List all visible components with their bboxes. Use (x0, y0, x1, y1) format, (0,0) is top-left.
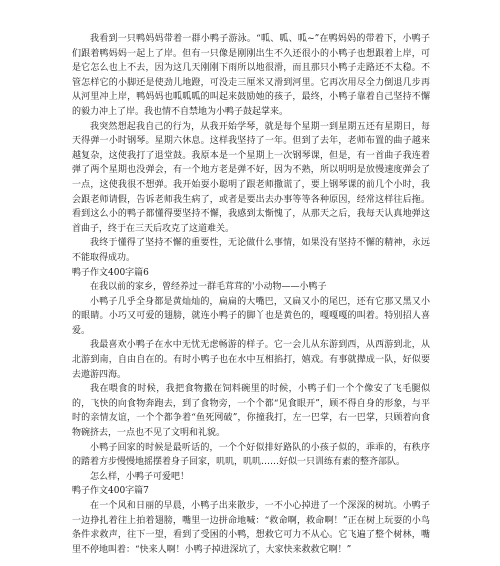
paragraph-8: 小鸭子回家的时候是最听话的，一个个好似排好路队的小孩子似的，乖乖的，有秩序的踏着方步慢慢地摇摆着身子回家，叽叽，叽叽……好似一只训练有素的整齐部队。 (72, 442, 430, 468)
paragraph-2: 我突然想起我自己的行为，从我开始学琴，就是每个星期一到星期五还有星期日，每天得弹一小时钢琴。星期六休息。这样我坚持了一年。但到了去年，老师布置的曲子越来越复杂，这使我打了退堂鼓。我原本是一个星期上一次钢琴课，但是，有一首曲子我连着弹了两个星期也没弹会，有一个地方老是弹不好，因为不熟，所以明明是放慢速度弹会了一点，这使我很不想弹。我开始耍小聪明了跟老师撒谎了，要上钢琴课的前几个小时，我会跟老师请假，告诉老师我生病了，或者是要出去办事等等各种原因，经常这样往后拖。看到这么小的鸭子都懂得要坚持不懈，我感到太惭愧了，从那天之后，我每天认真地弹这首曲子，终于在三天后攻克了这道难关。 (72, 121, 430, 234)
paragraph-9: 怎么样，小鸭子可爱吧！ (90, 471, 190, 482)
section-heading-7: 鸭子作文400字篇7 (72, 486, 149, 497)
paragraph-10: 在一个风和日丽的早晨，小鸭子出来散步，一不小心掉进了一个深深的树坑。小鸭子一边挣扎着往上拍着翅膀，嘴里一边拼命地喊：“救命啊，救命啊！”正在树上玩耍的小鸟条件求救声，往下一望，看到了受困的小鸭，想救它可力不从心。它飞遍了整个树林，嘴里不停地叫着：“快来人啊！小鸭子掉进深坑了，大家快来救救它啊！” (72, 501, 430, 555)
section-heading-6: 鸭子作文400字篇6 (72, 267, 149, 278)
paragraph-4: 在我以前的家乡，曾经养过一群毛茸茸的'小动物——小鸭子 (90, 282, 327, 293)
paragraph-3: 我终于懂得了坚持不懈的重要性，无论做什么事情，如果没有坚持不懈的精神，永远不能取得成功。 (72, 238, 430, 263)
paragraph-5: 小鸭子几乎全身都是黄灿灿的，扁扁的大嘴巴，又扁又小的尾巴，还有它那又黑又小的眼睛。小巧又可爱的翅膀，就连小鸭子的脚丫也是黄色的，嘎嘎嘎的叫着。特别招人喜爱。 (72, 296, 430, 336)
paragraph-7: 我在喂食的时候，我把食物撒在饲料碗里的时候，小鸭子们一个个像安了飞毛腿似的，飞快的向食物奔跑去，到了食物旁，一个个都“见食眼开”，顾不得自身的形象，与平时的亲情友谊，一个个都争着“鱼死网破”，你撞我打，左一巴掌，右一巴掌，只顾着向食物碗挤去，一点也不见了文明和礼貌。 (72, 384, 430, 439)
paragraph-1: 我看到一只鸭妈妈带着一群小鸭子游泳。“呱、呱、呱~”在鸭妈妈的带着下，小鸭子们跟着鸭妈妈一起上了岸。但有一只像是刚刚出生不久还很小的小鸭子也想跟着上岸，可是它怎么也上不去，因为这几天刚刚下雨所以地很滑，而且那只小鸭子走路还不太稳。不管怎样它的小脚还是使劲儿地蹬，可没走三厘米又滑到河里。它再次用尽全力倒退几步再从河里冲上岸，鸭妈妈也呱呱呱的叫起来鼓励她的孩子，最终，小鸭子靠着自己坚持不懈的毅力冲上了岸。我也情不自禁地为小鸭子鼓起掌来。 (72, 34, 430, 117)
paragraph-6: 我最喜欢小鸭子在水中无忧无虑畅游的样子。它一会儿从东游到西，从西游到北，从北游到南，自由自在的。有时小鸭子也在水中互相掐打，嬉戏。有事就撵成一队，好似要去遨游四海。 (72, 340, 430, 380)
